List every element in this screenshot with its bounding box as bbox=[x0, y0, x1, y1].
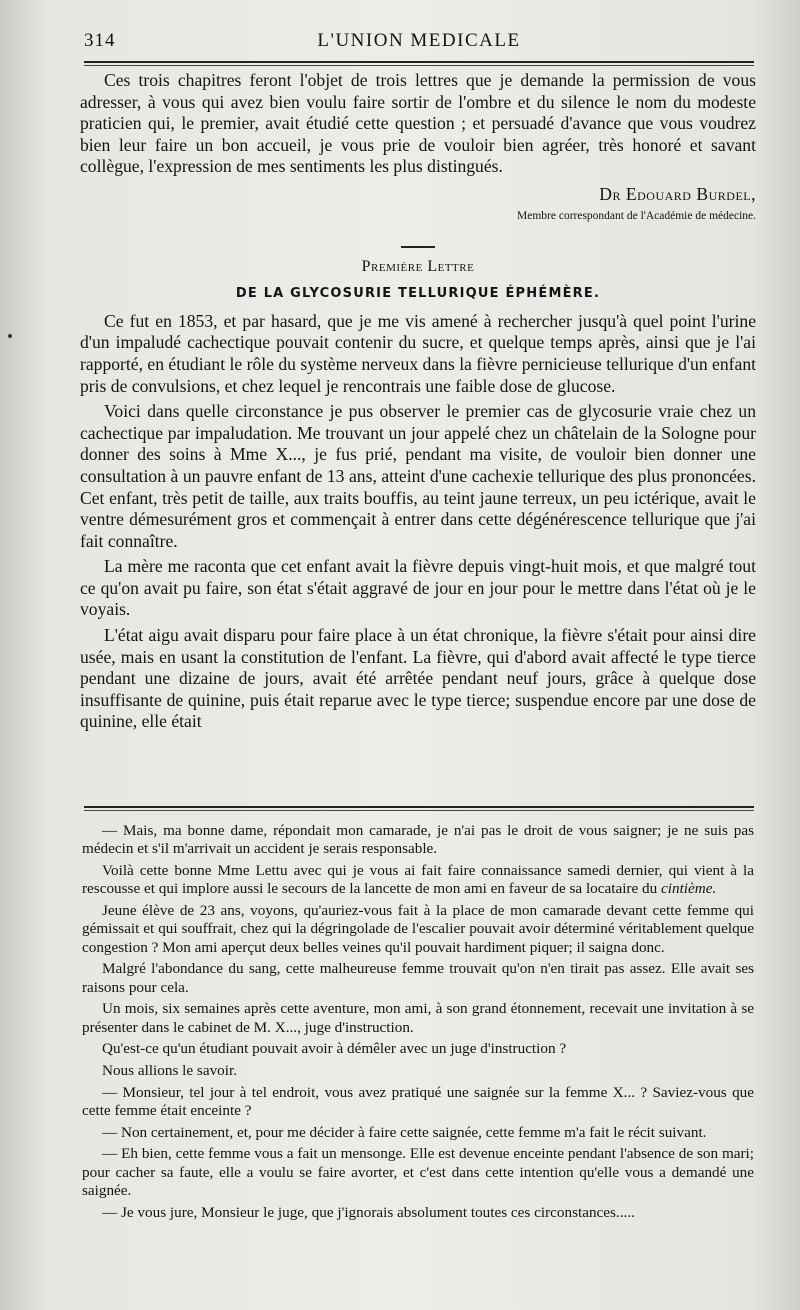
feuilleton-paragraph-8: — Monsieur, tel jour à tel endroit, vous avez pratiqué une saignée sur la femme X... ? Saviez-vous que cette femme était enceinte ? bbox=[82, 1083, 754, 1119]
signature-name: Dr Edouard Burdel, bbox=[599, 183, 756, 204]
feuilleton-paragraph-4: Malgré l'abondance du sang, cette malheureuse femme trouvait qu'on n'en tirait pas assez. Elle avait ses raisons pour cela. bbox=[82, 960, 754, 996]
feuilleton-paragraph-2: Voilà cette bonne Mme Lettu avec qui je vous ai fait faire connaissance samedi dernier, qui vient à la rescousse et qui implore aussi le secours de la lancette de mon ami en faveur de sa locataire du cintième. bbox=[82, 862, 754, 898]
feuilleton-paragraph-5: Un mois, six semaines après cette aventure, mon ami, à son grand étonnement, recevait une invitation à se présenter dans le cabinet de M. X..., juge d'instruction. bbox=[82, 1000, 754, 1036]
letter-paragraph-1: Ce fut en 1853, et par hasard, que je me vis amené à rechercher jusqu'à quel point l'urine d'un impaludé cachectique pouvait contenir du sucre, et quelque temps après, ainsi que je l'ai rapporté, en étudiant le rôle du système nerveux dans la fièvre pernicieuse tellurique d'un enfant pris de convulsions, et chez lequel je rencontrais une faible dose de glucose. bbox=[80, 310, 756, 396]
feuilleton-paragraph-10: — Eh bien, cette femme vous a fait un mensonge. Elle est devenue enceinte pendant l'absence de son mari; pour cacher sa faute, elle a voulu se faire avorter, et c'est dans cette intention qu'elle vous a demandé une saignée. bbox=[82, 1145, 754, 1199]
feuilleton-paragraph-7: Nous allions le savoir. bbox=[102, 1062, 237, 1079]
article-body bbox=[80, 70, 756, 733]
letter-paragraph-4: L'état aigu avait disparu pour faire place à un état chronique, la fièvre s'était pour ainsi dire usée, mais en usant la constitution de l'enfant. La fièvre, qui d'abord avait affecté le type tierce pendant une dizaine de jours, avait été arrêtée pendant neuf jours, grâce à quelque dose insuffisante de quinine, puis était reparue avec le type tierce; suspendue encore par une dose de quinine, elle était bbox=[80, 625, 756, 732]
margin-mark bbox=[8, 334, 12, 338]
page-number: 314 bbox=[84, 30, 116, 51]
signature-role: Membre correspondant de l'Académie de médecine. bbox=[517, 209, 756, 222]
header-rule bbox=[84, 61, 754, 63]
header-rule-thin bbox=[84, 65, 754, 66]
feuilleton-section bbox=[82, 822, 754, 1225]
feuilleton-paragraph-9: — Non certainement, et, pour me décider à faire cette saignée, cette femme m'a fait le récit suivant. bbox=[102, 1123, 707, 1141]
italic-word: cintième. bbox=[661, 880, 717, 898]
feuilleton-paragraph-1: — Mais, ma bonne dame, répondait mon camarade, je n'ai pas le droit de vous saigner; je ne suis pas médecin et s'il m'arrivait un accident je serais responsable. bbox=[82, 822, 754, 858]
letter-paragraph-2: Voici dans quelle circonstance je pus observer le premier cas de glycosurie vraie chez un cachectique par impaludation. Me trouvant un jour appelé chez un châtelain de la Sologne pour donner des soins à Mme X..., je fus prié, pendant ma visite, de vouloir bien donner une consultation à un pauvre enfant de 13 ans, atteint d'une cachexie tellurique des plus prononcées. Cet enfant, très petit de taille, aux traits bouffis, au teint jaune terreux, un peu ictérique, avait le ventre démesurément gros et commençait à entrer dans cette dégénérescence tellurique que j'ai fait connaître. bbox=[80, 401, 756, 551]
section-divider bbox=[401, 246, 435, 248]
letter-paragraph-3: La mère me raconta que cet enfant avait la fièvre depuis vingt-huit mois, et que malgré tout ce qu'on avait pu faire, son état s'était aggravé de jour en jour pour le mettre dans l'état où je le voyais. bbox=[80, 556, 756, 620]
letter-subtitle: DE LA GLYCOSURIE TELLURIQUE ÉPHÉMÈRE. bbox=[235, 286, 601, 302]
feuilleton-rule bbox=[84, 806, 754, 808]
letter-title: Première Lettre bbox=[361, 257, 475, 275]
feuilleton-paragraph-11: — Je vous jure, Monsieur le juge, que j'ignorais absolument toutes ces circonstances..... bbox=[102, 1203, 635, 1221]
journal-title: L'UNION MEDICALE bbox=[317, 30, 521, 51]
feuilleton-paragraph-6: Qu'est-ce qu'un étudiant pouvait avoir à démêler avec un juge d'instruction ? bbox=[102, 1040, 567, 1058]
feuilleton-rule-thin bbox=[84, 810, 754, 811]
intro-paragraph: Ces trois chapitres feront l'objet de trois lettres que je demande la permission de vous adresser, à vous qui avez bien voulu faire sortir de l'ombre et du silence le nom du modeste praticien qui, le premier, avait étudié cette question ; et persuadé d'avance que vous voudrez bien leur faire un bon accueil, je vous prie de vouloir bien agréer, très honoré et savant collègue, l'expression de mes sentiments les plus distingués. bbox=[80, 70, 756, 177]
feuilleton-paragraph-3: Jeune élève de 23 ans, voyons, qu'auriez-vous fait à la place de mon camarade devant cette femme qui gémissait et qui souffrait, chez qui la dégringolade de l'escalier pouvait avoir déterminé véritablement quelque congestion ? Mon ami aperçut deux belles veines qu'il pouvait hardiment piquer; il saigna donc. bbox=[82, 902, 754, 956]
page-header bbox=[84, 30, 754, 60]
